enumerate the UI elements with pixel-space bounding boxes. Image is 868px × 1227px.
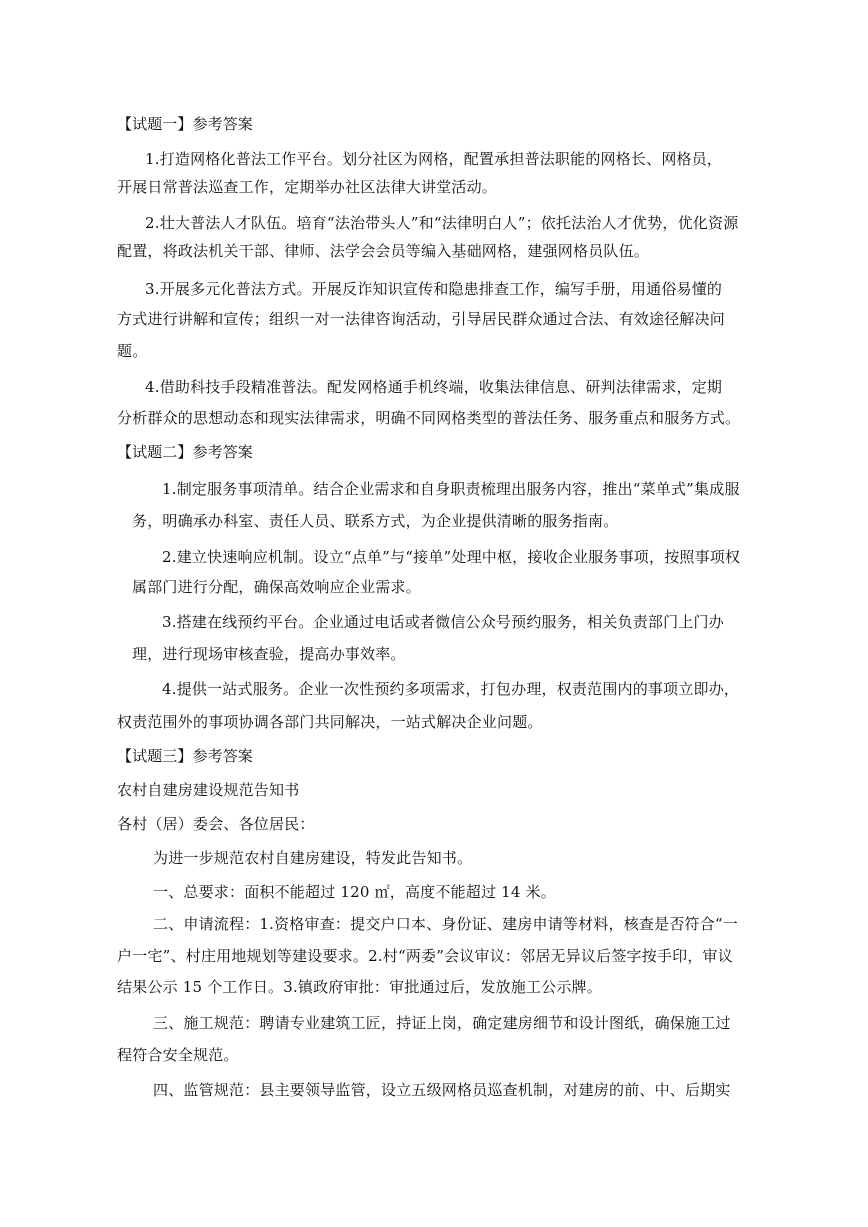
paragraph-line: 一、总要求：面积不能超过 120 ㎡，高度不能超过 14 米。 (153, 883, 556, 901)
paragraph-line: 4.借助科技手段精准普法。配发网格通手机终端，收集法律信息、研判法律需求，定期 (145, 378, 723, 396)
paragraph-line: 二、申请流程：1.资格审查：提交户口本、身份证、建房申请等材料，核查是否符合“一 (153, 915, 738, 933)
paragraph-line: 3.开展多元化普法方式。开展反诈知识宣传和隐患排查工作，编写手册，用通俗易懂的 (145, 280, 723, 298)
paragraph-line: 3.搭建在线预约平台。企业通过电话或者微信公众号预约服务，相关负责部门上门办 (162, 613, 724, 631)
paragraph-line: 2.壮大普法人才队伍。培育“法治带头人”和“法律明白人”；依托法治人才优势，优化资源 (145, 214, 739, 232)
paragraph-line: 属部门进行分配，确保高效响应企业需求。 (132, 578, 421, 596)
paragraph-line: 结果公示 15 个工作日。3.镇政府审批：审批通过后，发放施工公示牌。 (117, 978, 602, 996)
paragraph-line: 务，明确承办科室、责任人员、联系方式，为企业提供清晰的服务指南。 (132, 512, 619, 530)
paragraph-line: 开展日常普法巡查工作，定期举办社区法律大讲堂活动。 (117, 178, 498, 196)
paragraph-line: 三、施工规范：聘请专业建筑工匠，持证上岗，确定建房细节和设计图纸，确保施工过 (153, 1014, 731, 1032)
paragraph-line: 配置，将政法机关干部、律师、法学会会员等编入基础网格，建强网格员队伍。 (117, 242, 650, 260)
section1-heading: 【试题一】参考答案 (117, 115, 253, 133)
paragraph-line: 4.提供一站式服务。企业一次性预约多项需求，打包办理，权责范围内的事项立即办， (162, 680, 740, 698)
paragraph-line: 2.建立快速响应机制。设立“点单”与“接单”处理中枢，接收企业服务事项，按照事项权 (162, 548, 741, 566)
paragraph-line: 理，进行现场审核查验，提高办事效率。 (132, 645, 406, 663)
paragraph-line: 分析群众的思想动态和现实法律需求，明确不同网格类型的普法任务、服务重点和服务方式。 (117, 409, 741, 427)
notice-salutation: 各村（居）委会、各位居民： (117, 815, 315, 833)
paragraph-line: 程符合安全规范。 (117, 1046, 239, 1064)
section2-heading: 【试题二】参考答案 (117, 443, 253, 461)
paragraph-line: 权责范围外的事项协调各部门共同解决，一站式解决企业问题。 (117, 713, 543, 731)
section3-heading: 【试题三】参考答案 (117, 747, 253, 765)
paragraph-line: 方式进行讲解和宣传；组织一对一法律咨询活动，引导居民群众通过合法、有效途径解决问 (117, 310, 726, 328)
paragraph-line: 1.制定服务事项清单。结合企业需求和自身职责梳理出服务内容，推出“菜单式”集成服 (162, 480, 740, 498)
paragraph-line: 1.打造网格化普法工作平台。划分社区为网格，配置承担普法职能的网格长、网格员， (145, 150, 723, 168)
paragraph-line: 题。 (117, 342, 148, 360)
paragraph-line: 为进一步规范农村自建房建设，特发此告知书。 (153, 849, 473, 867)
paragraph-line: 户一宅”、村庄用地规划等建设要求。2.村“两委”会议审议：邻居无异议后签字按手印，审议 (117, 947, 733, 965)
notice-title: 农村自建房建设规范告知书 (117, 781, 300, 799)
paragraph-line: 四、监管规范：县主要领导监管，设立五级网格员巡查机制，对建房的前、中、后期实 (153, 1081, 731, 1099)
